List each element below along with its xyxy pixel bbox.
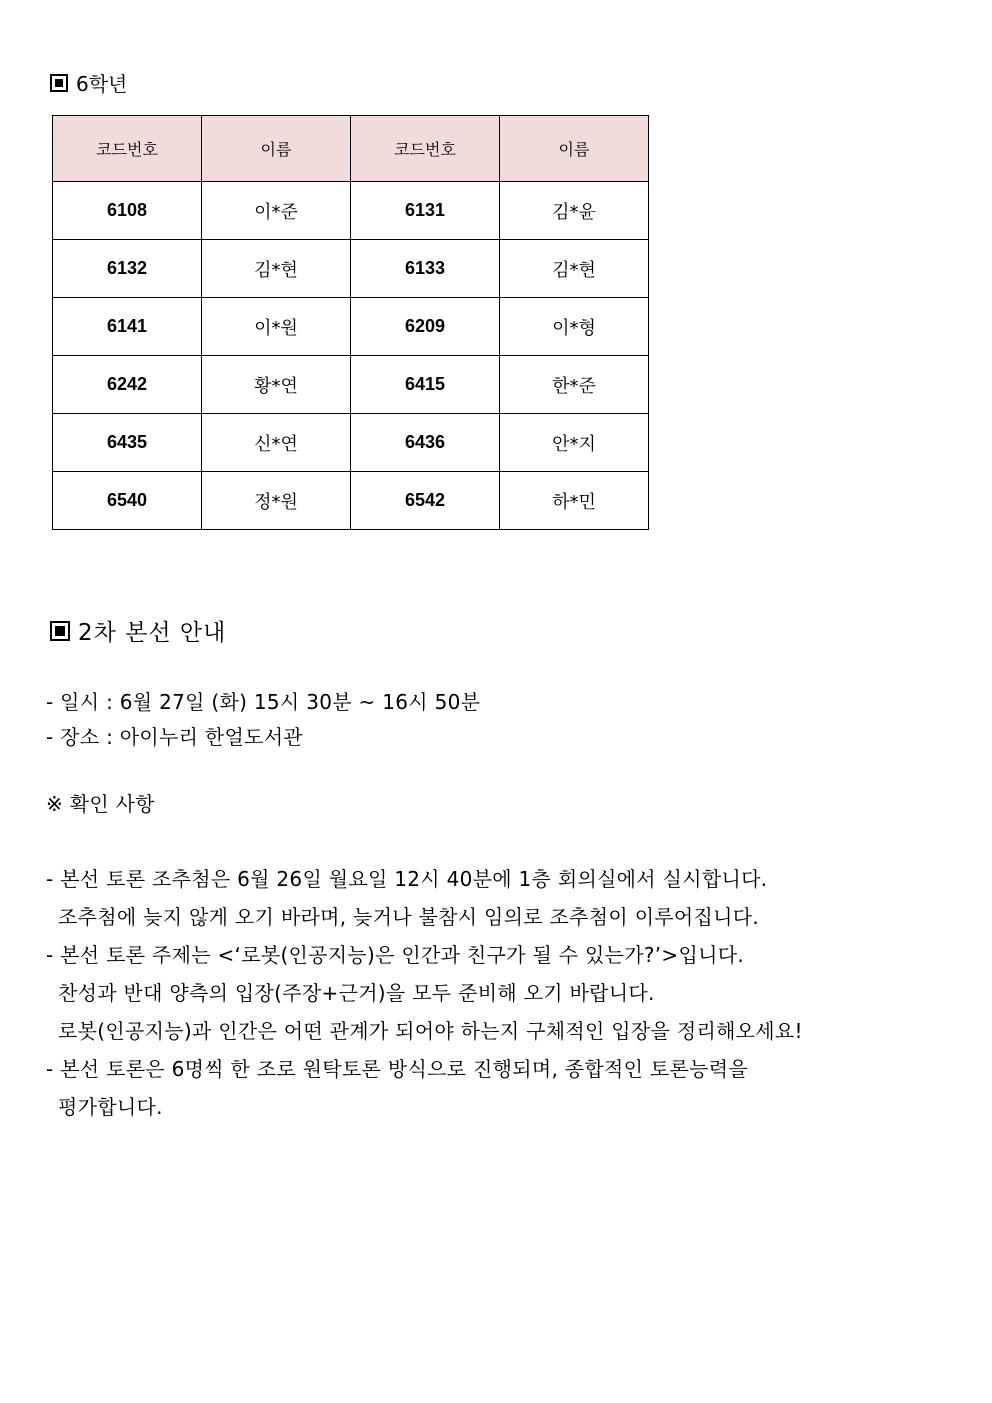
code-cell: 6131: [351, 182, 500, 240]
final-round-title-text: 2차 본선 안내: [78, 620, 227, 646]
code-cell: 6415: [351, 356, 500, 414]
notice-line: 로봇(인공지능)과 인간은 어떤 관계가 되어야 하는지 구체적인 입장을 정리해오세요!: [58, 1019, 803, 1043]
notice-line: 찬성과 반대 양측의 입장(주장+근거)을 모두 준비해 오기 바랍니다.: [58, 981, 655, 1005]
name-cell: 하*민: [500, 472, 649, 530]
name-cell: 신*연: [202, 414, 351, 472]
grade-title-text: 6학년: [76, 72, 128, 96]
final-round-section-title: [50, 614, 226, 647]
header-name-2: 이름: [500, 116, 649, 182]
table-row: [53, 182, 649, 240]
header-code-2: 코드번호: [351, 116, 500, 182]
name-cell: 정*원: [202, 472, 351, 530]
table-row: [53, 472, 649, 530]
code-cell: 6435: [53, 414, 202, 472]
name-cell: 이*준: [202, 182, 351, 240]
square-bullet-icon: [50, 74, 68, 92]
code-cell: 6133: [351, 240, 500, 298]
name-cell: 김*현: [202, 240, 351, 298]
name-cell: 안*지: [500, 414, 649, 472]
code-cell: 6436: [351, 414, 500, 472]
grade-section-title: [50, 68, 127, 97]
notice-heading: ※ 확인 사항: [46, 792, 155, 816]
square-bullet-icon: [50, 621, 70, 641]
code-cell: 6209: [351, 298, 500, 356]
code-cell: 6242: [53, 356, 202, 414]
notice-line: - 본선 토론 주제는 <‘로봇(인공지능)은 인간과 친구가 될 수 있는가?’>입니다.: [46, 943, 745, 967]
header-code-1: 코드번호: [53, 116, 202, 182]
name-cell: 이*형: [500, 298, 649, 356]
table-row: [53, 414, 649, 472]
table-header-row: [53, 116, 649, 182]
student-code-table: [52, 115, 649, 530]
notice-line: - 본선 토론 조추첨은 6월 26일 월요일 12시 40분에 1층 회의실에서 실시합니다.: [46, 867, 768, 891]
name-cell: 황*연: [202, 356, 351, 414]
code-cell: 6108: [53, 182, 202, 240]
name-cell: 한*준: [500, 356, 649, 414]
code-cell: 6542: [351, 472, 500, 530]
name-cell: 이*원: [202, 298, 351, 356]
code-cell: 6540: [53, 472, 202, 530]
notice-line: 조추첨에 늦지 않게 오기 바라며, 늦거나 불참시 임의로 조추첨이 이루어집니다.: [58, 905, 760, 929]
name-cell: 김*현: [500, 240, 649, 298]
code-cell: 6141: [53, 298, 202, 356]
notice-line: 평가합니다.: [58, 1095, 163, 1119]
notice-line: - 본선 토론은 6명씩 한 조로 원탁토론 방식으로 진행되며, 종합적인 토론능력을: [46, 1057, 748, 1081]
table-row: [53, 240, 649, 298]
table-row: [53, 356, 649, 414]
event-place-line: - 장소 : 아이누리 한얼도서관: [46, 725, 304, 749]
name-cell: 김*윤: [500, 182, 649, 240]
header-name-1: 이름: [202, 116, 351, 182]
event-date-line: - 일시 : 6월 27일 (화) 15시 30분 ~ 16시 50분: [46, 690, 481, 714]
table-row: [53, 298, 649, 356]
code-cell: 6132: [53, 240, 202, 298]
